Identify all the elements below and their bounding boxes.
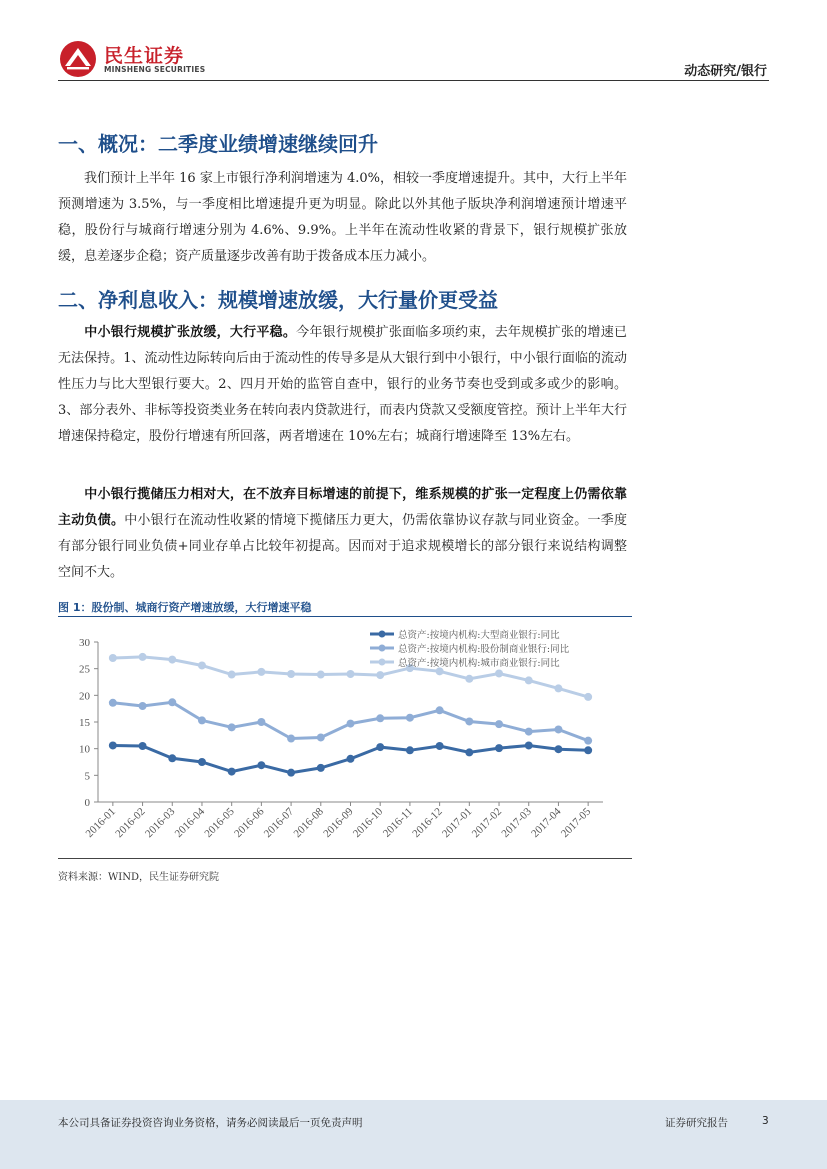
data-point (287, 735, 295, 743)
report-category: 动态研究/银行 (684, 64, 767, 79)
y-tick-label: 10 (79, 743, 90, 756)
y-tick-label: 0 (84, 797, 90, 809)
x-tick-label: 2016-07 (261, 805, 297, 841)
data-point (465, 717, 473, 725)
line-chart (58, 618, 632, 856)
data-point (495, 720, 503, 728)
legend-swatch-marker (379, 659, 386, 666)
header-divider (58, 80, 769, 81)
legend-label: 总资产:按境内机构:股份制商业银行:同比 (398, 644, 570, 655)
data-point (198, 758, 206, 766)
data-point (287, 769, 295, 777)
data-point (495, 669, 503, 677)
data-point (376, 743, 384, 751)
data-point (257, 761, 265, 769)
minsheng-logo-icon (58, 38, 100, 80)
section1-heading: 一、概况：二季度业绩增速继续回升 (58, 132, 378, 156)
brand-name-en: MINSHENG SECURITIES (104, 65, 206, 74)
data-point (139, 653, 147, 661)
figure-caption: 图 1：股份制、城商行资产增速放缓，大行增速平稳 (58, 601, 312, 614)
data-point (257, 668, 265, 676)
legend-label: 总资产:按境内机构:大型商业银行:同比 (398, 630, 560, 641)
legend-swatch-marker (379, 645, 386, 652)
data-point (317, 671, 325, 679)
y-tick-label: 25 (79, 663, 90, 676)
data-point (584, 737, 592, 745)
figure-bottom-rule (58, 858, 632, 859)
x-tick-label: 2016-09 (321, 805, 356, 841)
x-tick-label: 2016-03 (142, 805, 178, 841)
data-point (109, 654, 117, 662)
data-point (554, 745, 562, 753)
data-point (228, 671, 236, 679)
x-tick-label: 2016-05 (202, 805, 237, 841)
figure-top-rule (58, 616, 632, 617)
footer-disclaimer: 本公司具备证券投资咨询业务资格，请务必阅读最后一页免责声明 (58, 1117, 363, 1129)
x-tick-label: 2017-01 (440, 805, 475, 841)
data-point (139, 702, 147, 710)
x-tick-label: 2016-01 (83, 805, 118, 841)
data-point (198, 716, 206, 724)
data-point (525, 676, 533, 684)
x-tick-label: 2016-10 (350, 805, 386, 841)
data-point (347, 720, 355, 728)
section2-paragraph2 (58, 482, 627, 586)
data-point (436, 706, 444, 714)
section2-paragraph1 (58, 320, 627, 450)
data-point (317, 764, 325, 772)
data-point (554, 725, 562, 733)
brand-logo (58, 38, 218, 80)
data-point (109, 741, 117, 749)
data-point (228, 768, 236, 776)
data-point (584, 746, 592, 754)
data-point (465, 748, 473, 756)
brand-name-cn: 民生证券 (104, 45, 185, 67)
y-tick-label: 15 (79, 717, 90, 729)
section1-paragraph (58, 166, 627, 270)
data-point (109, 699, 117, 707)
data-point (317, 733, 325, 741)
figure-source: 资料来源：WIND，民生证券研究院 (58, 872, 219, 883)
x-tick-label: 2016-02 (113, 805, 148, 841)
y-tick-label: 5 (84, 770, 90, 783)
section2-para1-lead: 中小银行规模扩张放缓，大行平稳。 (84, 325, 297, 340)
data-point (376, 714, 384, 722)
data-point (525, 728, 533, 736)
data-point (347, 755, 355, 763)
footer-report-type: 证券研究报告 (665, 1117, 728, 1129)
x-tick-label: 2016-08 (291, 805, 326, 841)
data-point (168, 656, 176, 664)
section2-para1-text: 今年银行规模扩张面临多项约束，去年规模扩张的增速已无法保持。1、流动性边际转向后由于流动性的传导多是从大银行到中小银行，中小银行面临的流动性压力与比大型银行要大。2、四月开始的监管自查中，银行的业务节奏也受到或多或少的影响。3、部分表外、非标等投资类业务在转向表内贷款进行，而表内贷款又受额度管控。预计上半年大行增速保持稳定，股份行增速有所回落，两者增速在 10%左右；城商行增速降至 13%左右。 (58, 325, 627, 444)
data-point (554, 684, 562, 692)
legend-label: 总资产:按境内机构:城市商业银行:同比 (398, 658, 560, 669)
legend-swatch-marker (379, 631, 386, 638)
data-point (347, 670, 355, 678)
data-point (198, 661, 206, 669)
x-tick-label: 2017-03 (499, 805, 534, 841)
y-tick-label: 30 (79, 637, 90, 649)
data-point (287, 670, 295, 678)
section2-para2-lead: 中小银行揽储压力相对大，在不放弃目标增速的前提下，维系规模的扩张一定程度上仍需依靠主动负债。 (58, 487, 627, 528)
data-point (465, 675, 473, 683)
page-footer (0, 1100, 827, 1169)
x-tick-label: 2016-06 (232, 805, 267, 841)
x-tick-label: 2016-04 (172, 805, 208, 841)
data-point (406, 714, 414, 722)
x-tick-label: 2017-04 (529, 805, 564, 841)
data-point (436, 742, 444, 750)
x-tick-label: 2017-02 (469, 805, 505, 841)
data-point (376, 671, 384, 679)
data-point (584, 693, 592, 701)
data-point (406, 746, 414, 754)
x-tick-label: 2017-05 (558, 805, 594, 841)
data-point (495, 744, 503, 752)
section2-heading: 二、净利息收入：规模增速放缓，大行量价更受益 (58, 288, 498, 312)
data-point (525, 741, 533, 749)
data-point (168, 754, 176, 762)
y-tick-label: 20 (79, 690, 90, 703)
x-tick-label: 2016-11 (380, 805, 416, 840)
data-point (257, 718, 265, 726)
section1-text: 我们预计上半年 16 家上市银行净利润增速为 4.0%，相较一季度增速提升。其中，大行上半年预测增速为 3.5%，与一季度相比增速提升更为明显。除此以外其他子版块净利润增速预计增速平稳，股份行与城商行增速分别为 4.6%、9.9%。上半年在流动性收紧的背景下，银行规模扩张放缓，息差逐步企稳；资产质量逐步改善有助于拨备成本压力减小。 (58, 171, 627, 264)
data-point (168, 698, 176, 706)
x-tick-label: 2016-12 (410, 805, 445, 841)
page-number: 3 (762, 1115, 769, 1127)
section2-para2-text: 中小银行在流动性收紧的情境下揽储压力更大，仍需依靠协议存款与同业资金。一季度有部分银行同业负债+同业存单占比较年初提高。因而对于追求规模增长的部分银行来说结构调整空间不大。 (58, 513, 627, 580)
data-point (228, 723, 236, 731)
data-point (139, 742, 147, 750)
